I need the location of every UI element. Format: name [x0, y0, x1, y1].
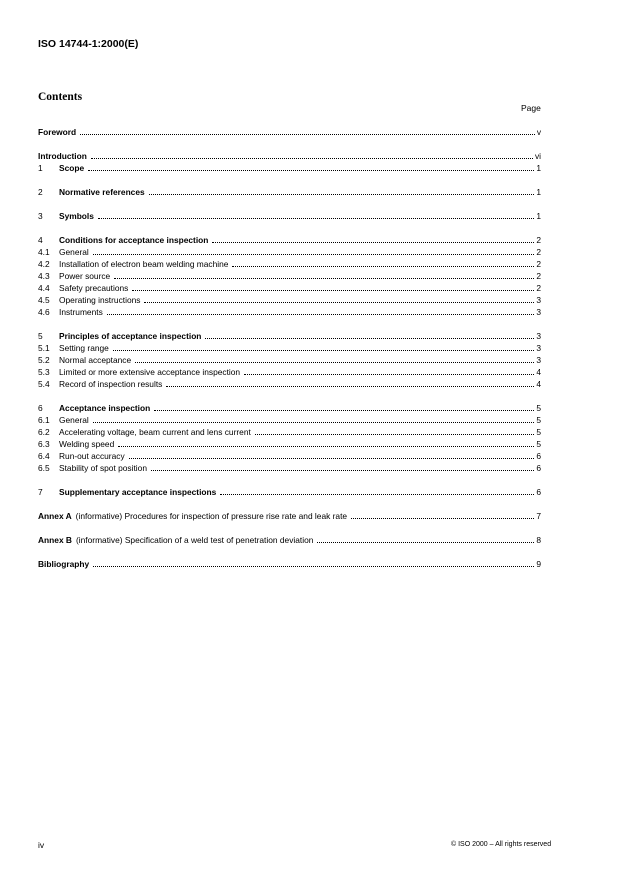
toc-entry-annex-a[interactable]: [38, 509, 541, 521]
toc-entry-6-1[interactable]: [38, 413, 541, 425]
toc-number: 6.4: [38, 451, 50, 461]
toc-page: v: [536, 127, 541, 137]
toc-number: 2: [38, 187, 43, 197]
toc-label: Conditions for acceptance inspection: [59, 235, 209, 245]
toc-entry-5-1[interactable]: [38, 341, 541, 353]
dot-leader: [212, 241, 534, 243]
toc-number: 4.2: [38, 259, 50, 269]
toc-entry-5-4[interactable]: [38, 377, 541, 389]
toc-label: Accelerating voltage, beam current and lens current: [59, 427, 251, 437]
dot-leader: [91, 157, 533, 159]
toc-entry-bibliography[interactable]: [38, 557, 541, 569]
toc-page: 4: [536, 379, 541, 389]
toc-label: Run-out accuracy: [59, 451, 125, 461]
toc-label: Acceptance inspection: [59, 403, 151, 413]
dot-leader: [98, 217, 534, 219]
toc-entry-4-4[interactable]: [38, 281, 541, 293]
toc-page: 2: [536, 259, 541, 269]
toc-number: 5.2: [38, 355, 50, 365]
toc-entry-conditions[interactable]: [38, 233, 541, 245]
toc-label: Stability of spot position: [59, 463, 147, 473]
toc-page: 2: [536, 247, 541, 257]
toc-entry-annex-b[interactable]: [38, 533, 541, 545]
toc-label: Foreword: [38, 127, 77, 137]
toc-label: Operating instructions: [59, 295, 141, 305]
dot-leader: [205, 337, 534, 339]
toc-entry-4-3[interactable]: [38, 269, 541, 281]
toc-entry-4-2[interactable]: [38, 257, 541, 269]
toc-page: 5: [536, 415, 541, 425]
toc-page: 1: [536, 211, 541, 221]
page-column-label: Page: [521, 103, 541, 113]
toc-entry-normative-references[interactable]: [38, 185, 541, 197]
toc-label: Limited or more extensive acceptance inspection: [59, 367, 241, 377]
toc-number: 5.3: [38, 367, 50, 377]
dot-leader: [154, 409, 534, 411]
toc-label: Bibliography: [38, 559, 90, 569]
toc-number: 5.1: [38, 343, 50, 353]
toc-number: 6: [38, 403, 43, 413]
toc-label: Instruments: [59, 307, 103, 317]
toc-label: Supplementary acceptance inspections: [59, 487, 217, 497]
toc-entry-acceptance-inspection[interactable]: [38, 401, 541, 413]
toc-page: 3: [536, 355, 541, 365]
toc-page: 7: [536, 511, 541, 521]
dot-leader: [351, 517, 534, 519]
dot-leader: [166, 385, 534, 387]
toc-label: Welding speed: [59, 439, 115, 449]
toc-entry-6-3[interactable]: [38, 437, 541, 449]
annex-prefix: Annex B: [38, 535, 72, 545]
toc-label: (informative) Procedures for inspection of pressure rise rate and leak rate: [75, 511, 348, 521]
toc-number: 6.5: [38, 463, 50, 473]
dot-leader: [93, 565, 534, 567]
toc-label: Introduction: [38, 151, 87, 161]
toc-label: Record of inspection results: [59, 379, 163, 389]
toc-page: 2: [536, 235, 541, 245]
dot-leader: [107, 313, 535, 315]
toc-page: vi: [534, 151, 541, 161]
dot-leader: [93, 253, 535, 255]
toc-label: Power source: [59, 271, 111, 281]
toc-number: 4.1: [38, 247, 50, 257]
toc-label: Safety precautions: [59, 283, 129, 293]
toc-page: 2: [536, 271, 541, 281]
toc-page: 6: [536, 463, 541, 473]
toc-page: 3: [536, 331, 541, 341]
dot-leader: [132, 289, 534, 291]
toc-entry-6-2[interactable]: [38, 425, 541, 437]
toc-page: 5: [536, 403, 541, 413]
dot-leader: [144, 301, 534, 303]
toc-page: 9: [536, 559, 541, 569]
toc-page: 6: [536, 451, 541, 461]
dot-leader: [317, 541, 534, 543]
toc-number: 5.4: [38, 379, 50, 389]
toc-page: 3: [536, 307, 541, 317]
toc-entry-introduction[interactable]: [38, 149, 541, 161]
toc-page: 4: [536, 367, 541, 377]
dot-leader: [129, 457, 535, 459]
toc-label: Normal acceptance: [59, 355, 132, 365]
toc-number: 4.6: [38, 307, 50, 317]
toc-entry-4-1[interactable]: [38, 245, 541, 257]
toc-number: 1: [38, 163, 43, 173]
toc-number: 3: [38, 211, 43, 221]
toc-page: 3: [536, 295, 541, 305]
toc-label: Principles of acceptance inspection: [59, 331, 202, 341]
dot-leader: [113, 349, 535, 351]
toc-page: 6: [536, 487, 541, 497]
toc-number: 4.3: [38, 271, 50, 281]
toc-entry-4-5[interactable]: [38, 293, 541, 305]
dot-leader: [80, 133, 535, 135]
toc-entry-principles[interactable]: [38, 329, 541, 341]
dot-leader: [151, 469, 534, 471]
dot-leader: [135, 361, 534, 363]
toc-page: 5: [536, 439, 541, 449]
toc-page: 1: [536, 187, 541, 197]
footer-copyright: © ISO 2000 – All rights reserved: [451, 841, 552, 848]
dot-leader: [220, 493, 534, 495]
footer-page-number: iv: [38, 840, 45, 850]
toc-number: 4: [38, 235, 43, 245]
contents-heading: Contents: [38, 91, 83, 103]
toc-entry-foreword[interactable]: [38, 125, 541, 137]
toc-number: 6.1: [38, 415, 50, 425]
toc-page: 1: [536, 163, 541, 173]
toc-number: 6.3: [38, 439, 50, 449]
toc-label: (informative) Specification of a weld test of penetration deviation: [75, 535, 314, 545]
dot-leader: [232, 265, 534, 267]
dot-leader: [149, 193, 535, 195]
toc-label: Normative references: [59, 187, 145, 197]
toc-entry-scope[interactable]: [38, 161, 541, 173]
dot-leader: [93, 421, 535, 423]
toc-page: 3: [536, 343, 541, 353]
toc-entry-5-3[interactable]: [38, 365, 541, 377]
annex-prefix: Annex A: [38, 511, 72, 521]
toc-entry-6-4[interactable]: [38, 449, 541, 461]
toc-entry-symbols[interactable]: [38, 209, 541, 221]
toc-number: 6.2: [38, 427, 50, 437]
toc-number: 7: [38, 487, 43, 497]
dot-leader: [255, 433, 535, 435]
toc-entry-5-2[interactable]: [38, 353, 541, 365]
document-id: ISO 14744-1:2000(E): [38, 38, 139, 50]
dot-leader: [114, 277, 534, 279]
toc-number: 5: [38, 331, 43, 341]
dot-leader: [88, 169, 534, 171]
toc-label: General: [59, 415, 89, 425]
toc-number: 4.5: [38, 295, 50, 305]
toc-entry-4-6[interactable]: [38, 305, 541, 317]
toc-entry-6-5[interactable]: [38, 461, 541, 473]
dot-leader: [118, 445, 534, 447]
toc-page: 5: [536, 427, 541, 437]
toc-label: Setting range: [59, 343, 109, 353]
dot-leader: [244, 373, 534, 375]
toc-label: Installation of electron beam welding machine: [59, 259, 229, 269]
toc-page: 8: [536, 535, 541, 545]
toc-page: 2: [536, 283, 541, 293]
toc-entry-supplementary[interactable]: [38, 485, 541, 497]
toc-number: 4.4: [38, 283, 50, 293]
toc-label: Symbols: [59, 211, 94, 221]
toc-label: General: [59, 247, 89, 257]
toc-label: Scope: [59, 163, 85, 173]
